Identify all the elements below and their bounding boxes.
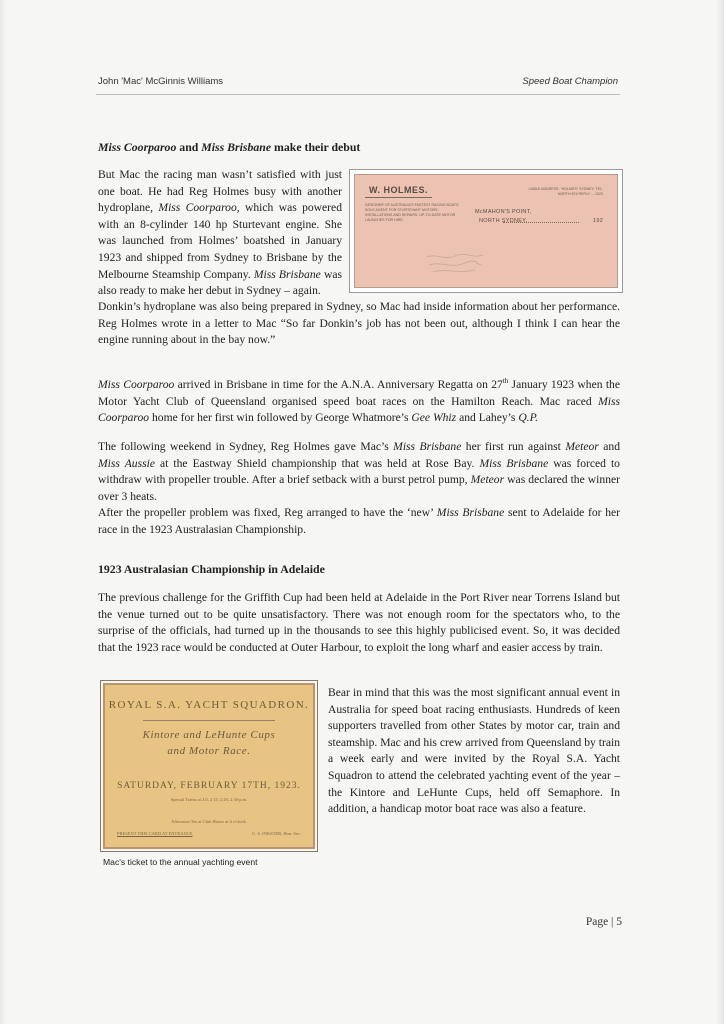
section-heading-debut: Miss Coorparoo and Miss Brisbane make their debut [98, 140, 361, 154]
header-divider [96, 94, 620, 95]
ticket-cups: Kintore and LeHunte Cups and Motor Race. [142, 729, 276, 757]
paragraph-significant-event: Bear in mind that this was the most significant annual event in Australia for speed boat racing enthusiasts. Hundreds of keen supporters travelled from other States by motor car, train and steamship. Mac and his crew arrived from Queensland by train a week early and were invited by the Royal S.A. Yacht Squadron to attend the celebrated yachting event of the year – the Kintore and LeHunte Cups, held off Semaphore. In addition, a handicap motor boat race was also a feature. [328, 686, 620, 816]
ticket-rule [143, 720, 275, 721]
ticket-date: SATURDAY, FEBRUARY 17TH, 1923. [117, 781, 301, 791]
yachting-ticket-image [103, 683, 315, 849]
letterhead-name: W. HOLMES. [369, 185, 428, 195]
letterhead-phone: CABLE ADDRESS: "HOLMES" SYDNEY. TEL. NORTH 874 REPLY ... 1923 [528, 187, 603, 196]
paragraph-griffith-cup: The previous challenge for the Griffith Cup had been held at Adelaide in the Port River near Torrens Island but the venue turned out to be quite unsatisfactory. There was not enough room for the spectators who, to the surprise of the officials, had turned up in the thousands to see this highly publicised event. So, it was decided that the 1923 race would be conducted at Outer Harbour, to exploit the long wharf and easier access by train. [98, 591, 620, 654]
letterhead-city: NORTH SYDNEY, [479, 218, 528, 224]
letterhead-handwriting [425, 251, 485, 275]
ticket-signature: C. S. INKSTER, Hon. Sec. [252, 831, 301, 836]
section-heading-championship: 1923 Australasian Championship in Adelaide [98, 562, 325, 576]
holmes-letterhead-image [354, 174, 618, 288]
page-number: Page | 5 [585, 916, 622, 928]
header-book-title: Speed Boat Champion [522, 76, 618, 87]
paragraph-ana-regatta: Miss Coorparoo arrived in Brisbane in time for the A.N.A. Anniversary Regatta on 27th January 1923 when the Motor Yacht Club of Queensland organised speed boat races on the Hamilton Reach. Mac raced Miss Coorparoo home for her first win followed by George Whatmore’s Gee Whiz and Lahey’s Q.P. [98, 377, 620, 425]
ticket-caption: Mac's ticket to the annual yachting event [103, 857, 258, 867]
ticket-tea: Afternoon Tea at Club House at 4 o'clock. [171, 819, 247, 824]
letterhead-street: McMAHON'S POINT, [475, 209, 532, 215]
paragraph-eastway-shield: The following weekend in Sydney, Reg Holmes gave Mac’s Miss Brisbane her first run against Meteor and Miss Aussie at the Eastway Shield championship that was held at Rose Bay. Miss Brisbane was forced to withdraw with propeller trouble. After a brief setback with a burst petrol pump, Meteor was declared the winner over 3 heats. After the propeller problem was fixed, Reg arranged to have the ‘new’ Miss Brisbane sent to Adelaide for her race in the 1923 Australasian Championship. [98, 440, 621, 536]
letterhead-date-line [503, 222, 579, 223]
header-author: John 'Mac' McGinnis Williams [98, 76, 224, 87]
paragraph-donkin: Donkin’s hydroplane was also being prepared in Sydney, so Mac had inside information about her performance. Reg Holmes wrote in a letter to Mac “So far Donkin’s job has not been out, although I think I can hear the engine running about in the bay now.” [98, 300, 620, 347]
paragraph-reg-holmes: But Mac the racing man wasn’t satisfied with just one boat. He had Reg Holmes busy with another hydroplane, Miss Coorparoo, which was powered with an 8-cylinder 140 hp Sturtevant engine. She was launched from Holmes’ boatshed in January 1923 and shipped from Sydney to Brisbane by the Melbourne Steamship Company. Miss Brisbane was also ready to make her debut in Sydney – again. [98, 168, 342, 298]
letterhead-description: DESIGNER OF AUSTRALIA'S FASTEST RACING BOATS. SOLE AGENT FOR STURTEVANT MOTORS. INSTALLATIONS AND REPAIRS. UP-TO-DATE MOTOR LAUNCHES FOR HIRE. [365, 203, 460, 222]
ticket-title: ROYAL S.A. YACHT SQUADRON. [108, 699, 310, 711]
ticket-trains: Special Trains at 2.0, 2.15, 2.20, 2.30 p.m. [170, 797, 248, 802]
ticket-instruction: PRESENT THIS CARD AT ENTRANCE [117, 831, 193, 836]
letterhead-year: 192 [593, 218, 604, 224]
